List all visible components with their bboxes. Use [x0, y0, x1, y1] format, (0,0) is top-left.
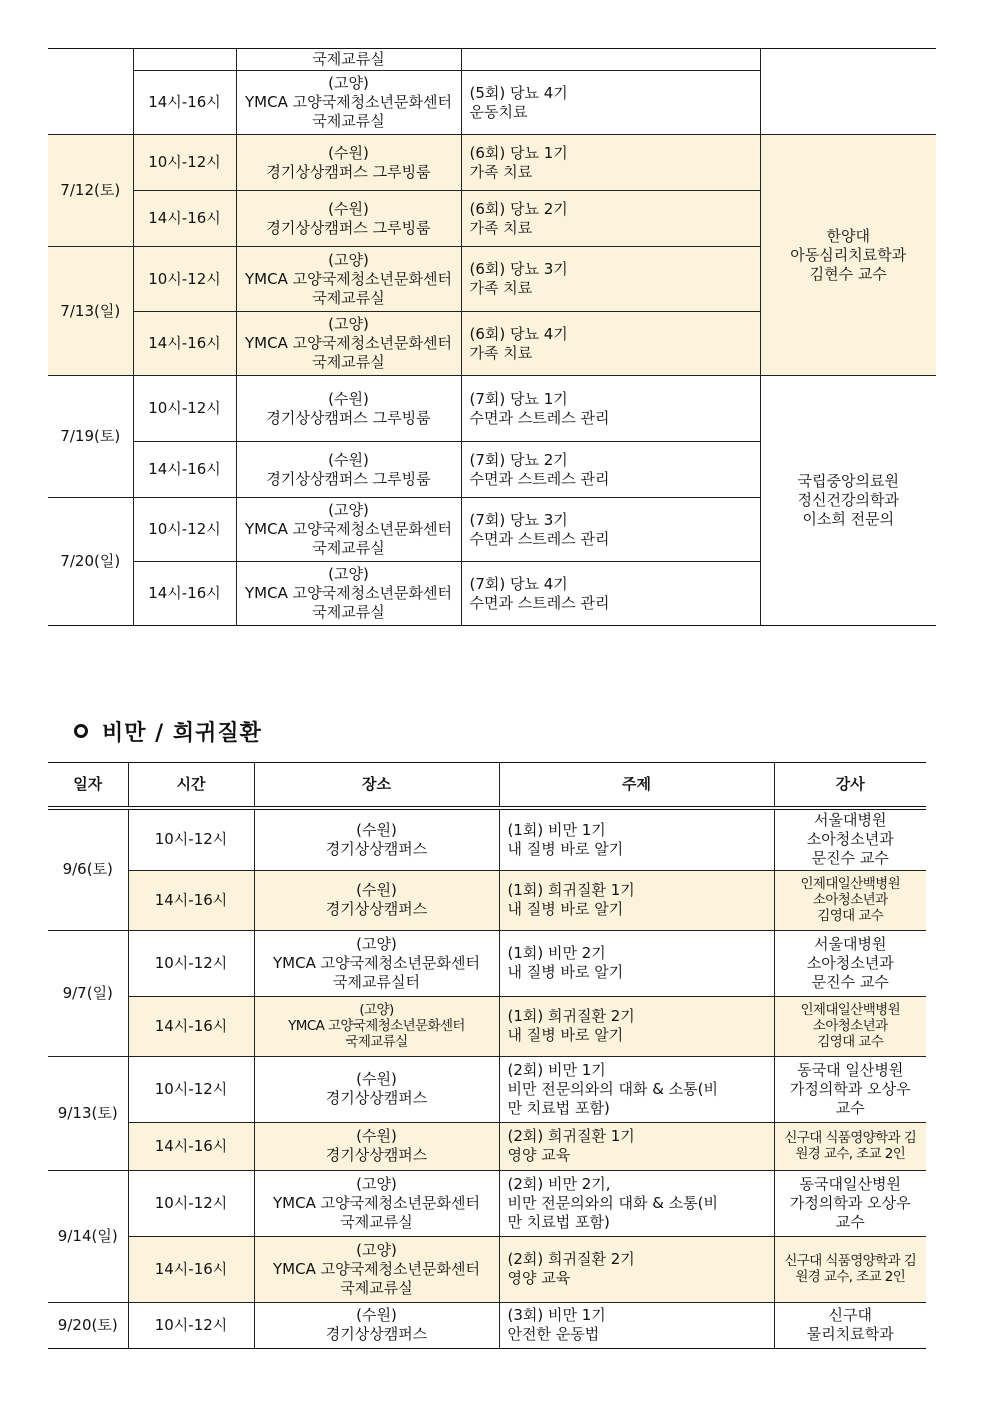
place-cell: (고양) YMCA 고양국제청소년문화센터 국제교류실 — [254, 1236, 499, 1302]
circle-bullet-icon — [74, 724, 88, 738]
lecturer-cell: 신구대 식품영양학과 김 원경 교수, 조교 2인 — [774, 1236, 926, 1302]
place-cell: (수원) 경기상상캠퍼스 그루빙룸 — [236, 191, 461, 247]
date-cell: 7/12(토) — [48, 135, 133, 247]
time-cell: 10시-12시 — [133, 247, 236, 312]
lecturer-cell: 서울대병원 소아청소년과 문진수 교수 — [774, 930, 926, 996]
time-cell: 10시-12시 — [128, 1170, 254, 1236]
time-cell: 14시-16시 — [128, 1236, 254, 1302]
place-cell: (고양) YMCA 고양국제청소년문화센터 국제교류실 — [236, 562, 461, 626]
date-cell: 7/20(일) — [48, 498, 133, 626]
place-cell: 국제교류실 — [236, 49, 461, 71]
topic-cell: (2회) 희귀질환 2기 영양 교육 — [499, 1236, 774, 1302]
date-cell: 9/14(일) — [48, 1170, 128, 1302]
time-cell: 14시-16시 — [133, 71, 236, 135]
topic-cell: (6회) 당뇨 1기 가족 치료 — [461, 135, 760, 191]
topic-cell: (6회) 당뇨 2기 가족 치료 — [461, 191, 760, 247]
date-cell — [48, 49, 133, 135]
place-cell: (수원) 경기상상캠퍼스 — [254, 1122, 499, 1170]
lecturer-cell — [760, 49, 936, 135]
topic-cell: (2회) 희귀질환 1기 영양 교육 — [499, 1122, 774, 1170]
time-cell: 10시-12시 — [128, 1056, 254, 1122]
topic-cell: (3회) 비만 1기 안전한 운동법 — [499, 1302, 774, 1348]
lecturer-cell: 신구대 식품영양학과 김 원경 교수, 조교 2인 — [774, 1122, 926, 1170]
topic-cell: (1회) 비만 2기 내 질병 바로 알기 — [499, 930, 774, 996]
topic-cell: (2회) 비만 2기, 비만 전문의와의 대화 & 소통(비 만 치료법 포함) — [499, 1170, 774, 1236]
topic-cell: (5회) 당뇨 4기 운동치료 — [461, 71, 760, 135]
place-cell: (수원) 경기상상캠퍼스 — [254, 870, 499, 930]
header-date: 일자 — [48, 763, 128, 809]
time-cell: 14시-16시 — [133, 442, 236, 498]
diabetes-schedule-table — [48, 48, 936, 626]
place-cell: (고양) YMCA 고양국제청소년문화센터 국제교류실 — [254, 1170, 499, 1236]
topic-cell: (6회) 당뇨 4기 가족 치료 — [461, 312, 760, 376]
time-cell: 10시-12시 — [128, 1302, 254, 1348]
time-cell: 14시-16시 — [128, 870, 254, 930]
time-cell: 14시-16시 — [133, 562, 236, 626]
place-cell: (고양) YMCA 고양국제청소년문화센터 국제교류실 — [236, 247, 461, 312]
time-cell: 14시-16시 — [133, 191, 236, 247]
header-topic: 주제 — [499, 763, 774, 809]
place-cell: (수원) 경기상상캠퍼스 — [254, 808, 499, 870]
time-cell: 10시-12시 — [133, 135, 236, 191]
topic-cell: (1회) 희귀질환 1기 내 질병 바로 알기 — [499, 870, 774, 930]
place-cell: (수원) 경기상상캠퍼스 그루빙룸 — [236, 135, 461, 191]
date-cell: 9/13(토) — [48, 1056, 128, 1170]
topic-cell: (7회) 당뇨 1기 수면과 스트레스 관리 — [461, 376, 760, 442]
place-cell: (수원) 경기상상캠퍼스 그루빙룸 — [236, 376, 461, 442]
lecturer-cell: 동국대일산병원 가정의학과 오상우 교수 — [774, 1170, 926, 1236]
time-cell: 10시-12시 — [133, 376, 236, 442]
place-cell: (고양) YMCA 고양국제청소년문화센터 국제교류실 — [236, 312, 461, 376]
topic-cell: (6회) 당뇨 3기 가족 치료 — [461, 247, 760, 312]
topic-cell: (1회) 희귀질환 2기 내 질병 바로 알기 — [499, 996, 774, 1056]
lecturer-cell: 서울대병원 소아청소년과 문진수 교수 — [774, 808, 926, 870]
place-cell: (고양) YMCA 고양국제청소년문화센터 국제교류실 — [254, 996, 499, 1056]
place-cell: (수원) 경기상상캠퍼스 그루빙룸 — [236, 442, 461, 498]
time-cell: 10시-12시 — [128, 930, 254, 996]
time-cell: 10시-12시 — [133, 498, 236, 562]
place-cell: (수원) 경기상상캠퍼스 — [254, 1302, 499, 1348]
date-cell: 7/19(토) — [48, 376, 133, 498]
date-cell: 9/20(토) — [48, 1302, 128, 1348]
time-cell — [133, 49, 236, 71]
time-cell: 10시-12시 — [128, 808, 254, 870]
place-cell: (수원) 경기상상캠퍼스 — [254, 1056, 499, 1122]
lecturer-cell: 한양대 아동심리치료학과 김현수 교수 — [760, 135, 936, 376]
place-cell: (고양) YMCA 고양국제청소년문화센터 국제교류실터 — [254, 930, 499, 996]
section-title: 비만 / 희귀질환 — [74, 714, 262, 748]
header-lecturer: 강사 — [774, 763, 926, 809]
date-cell: 9/7(일) — [48, 930, 128, 1056]
topic-cell: (7회) 당뇨 3기 수면과 스트레스 관리 — [461, 498, 760, 562]
header-place: 장소 — [254, 763, 499, 809]
lecturer-cell: 신구대 물리치료학과 — [774, 1302, 926, 1348]
obesity-rare-disease-schedule-table — [48, 762, 926, 1349]
time-cell: 14시-16시 — [133, 312, 236, 376]
topic-cell: (1회) 비만 1기 내 질병 바로 알기 — [499, 808, 774, 870]
place-cell: (고양) YMCA 고양국제청소년문화센터 국제교류실 — [236, 71, 461, 135]
topic-cell — [461, 49, 760, 71]
place-cell: (고양) YMCA 고양국제청소년문화센터 국제교류실 — [236, 498, 461, 562]
topic-cell: (7회) 당뇨 4기 수면과 스트레스 관리 — [461, 562, 760, 626]
date-cell: 7/13(일) — [48, 247, 133, 376]
table-header-row — [48, 763, 926, 809]
lecturer-cell: 인제대일산백병원 소아청소년과 김영대 교수 — [774, 996, 926, 1056]
lecturer-cell: 국립중앙의료원 정신건강의학과 이소희 전문의 — [760, 376, 936, 626]
time-cell: 14시-16시 — [128, 1122, 254, 1170]
header-time: 시간 — [128, 763, 254, 809]
topic-cell: (7회) 당뇨 2기 수면과 스트레스 관리 — [461, 442, 760, 498]
time-cell: 14시-16시 — [128, 996, 254, 1056]
lecturer-cell: 동국대 일산병원 가정의학과 오상우 교수 — [774, 1056, 926, 1122]
date-cell: 9/6(토) — [48, 808, 128, 930]
lecturer-cell: 인제대일산백병원 소아청소년과 김영대 교수 — [774, 870, 926, 930]
topic-cell: (2회) 비만 1기 비만 전문의와의 대화 & 소통(비 만 치료법 포함) — [499, 1056, 774, 1122]
